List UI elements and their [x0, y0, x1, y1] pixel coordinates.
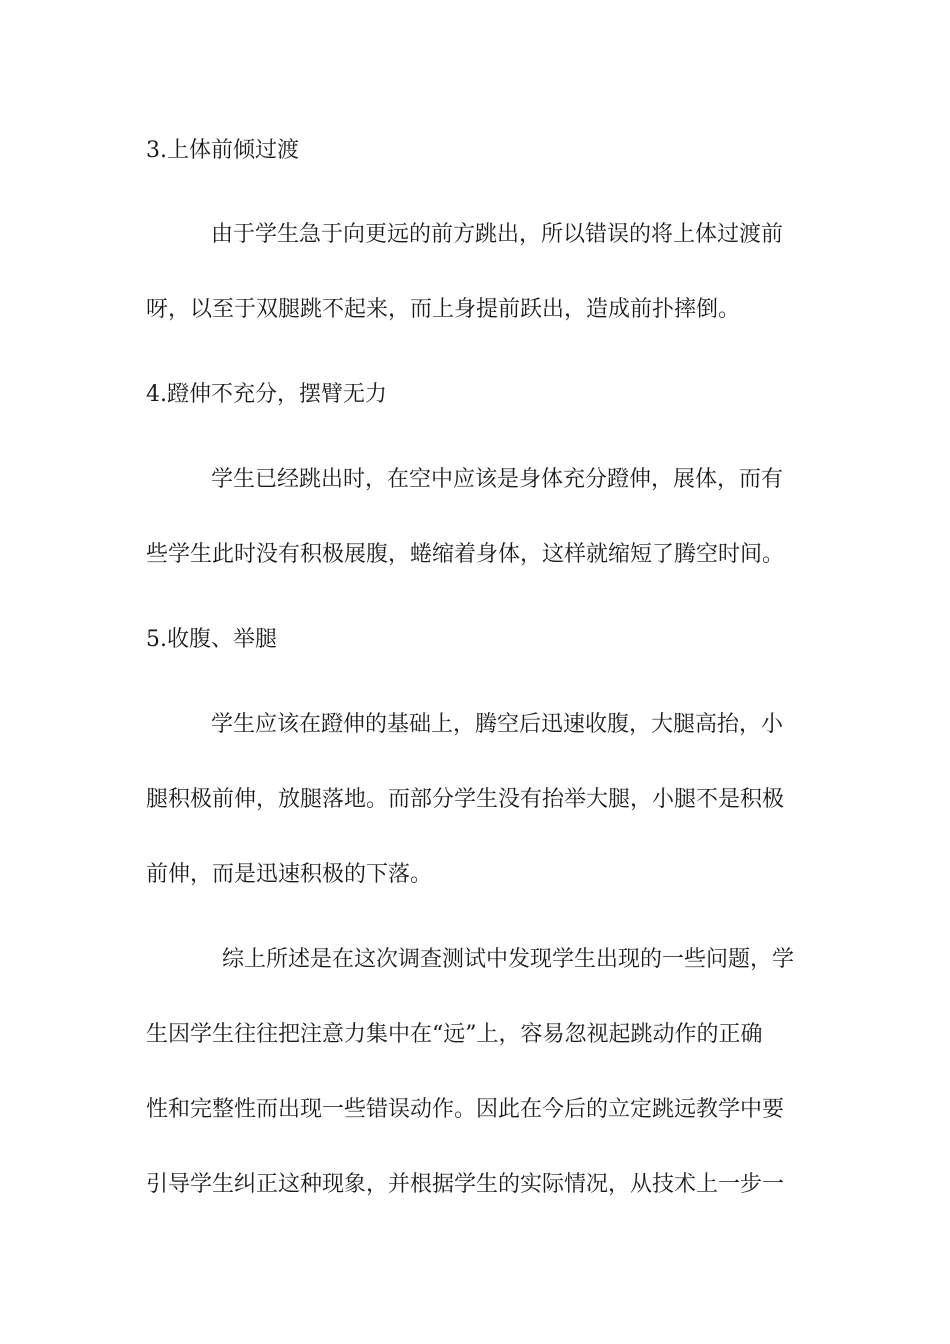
- paragraph-line: 引导学生纠正这种现象，并根据学生的实际情况，从技术上一步一: [146, 1172, 785, 1197]
- paragraph-line: 学生已经跳出时，在空中应该是身体充分蹬伸，展体，而有: [211, 467, 784, 492]
- paragraph-line: 学生应该在蹬伸的基础上，腾空后迅速收腹，大腿高抬，小: [211, 712, 784, 737]
- section-heading-4: 4.蹬伸不充分，摆臂无力: [146, 382, 387, 407]
- section-heading-5: 5.收腹、举腿: [146, 627, 277, 652]
- section-heading-3: 3.上体前倾过渡: [146, 138, 299, 163]
- paragraph-line: 由于学生急于向更远的前方跳出，所以错误的将上体过渡前: [211, 222, 784, 247]
- paragraph-line: 性和完整性而出现一些错误动作。因此在今后的立定跳远教学中要: [146, 1097, 785, 1122]
- paragraph-line: 生因学生往往把注意力集中在“远”上，容易忽视起跳动作的正确: [146, 1022, 763, 1047]
- paragraph-line: 前伸，而是迅速积极的下落。: [146, 862, 433, 887]
- paragraph-line: 呀，以至于双腿跳不起来，而上身提前跃出，造成前扑摔倒。: [146, 297, 741, 322]
- paragraph-line: 腿积极前伸，放腿落地。而部分学生没有抬举大腿，小腿不是积极: [146, 787, 785, 812]
- paragraph-line: 综上所述是在这次调查测试中发现学生出现的一些问题，学: [222, 947, 795, 972]
- paragraph-line: 些学生此时没有积极展腹，蜷缩着身体，这样就缩短了腾空时间。: [146, 542, 785, 567]
